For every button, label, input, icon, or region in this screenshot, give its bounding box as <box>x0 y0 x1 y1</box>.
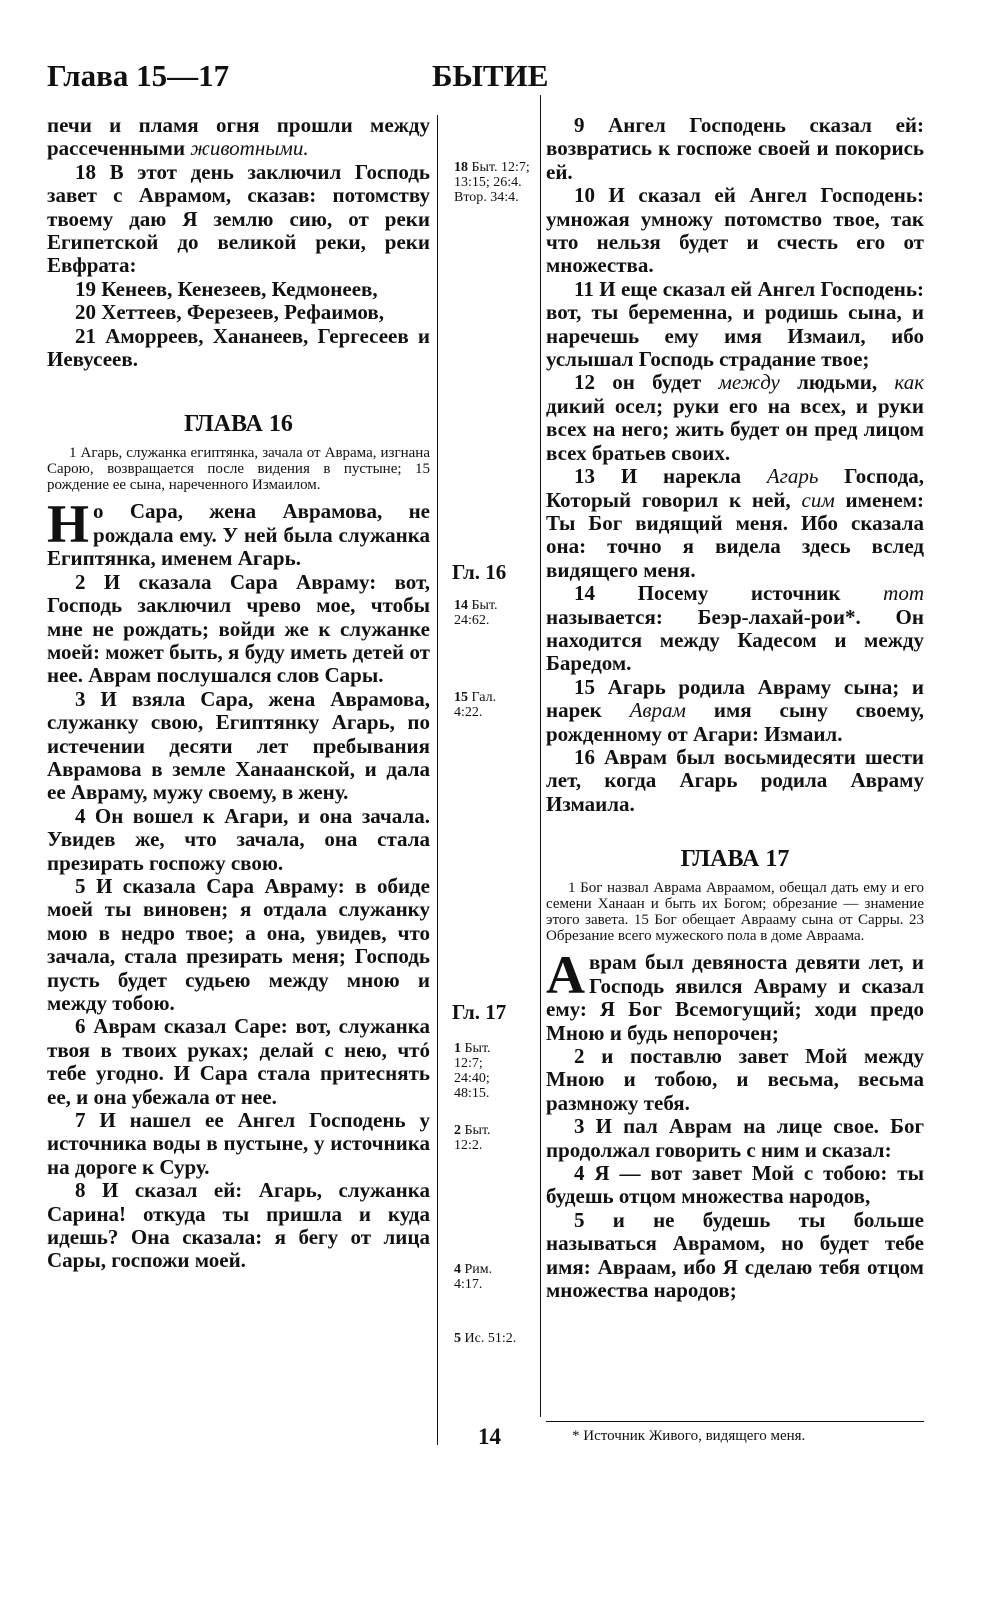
drop-cap: А <box>546 945 585 1006</box>
verse-20: 20 Хеттеев, Ферезеев, Рефаимов, <box>75 300 384 325</box>
footnote-rule <box>546 1421 924 1422</box>
verse-8: 8 И сказал ей: Агарь, служанка Сарина! откуда ты пришла и куда идешь? Она сказала: я бегу от лица Сары, госпожи моей. <box>47 1178 430 1273</box>
verse-2-ch17: 2 и поставлю завет Мой между Мною и тобою, и весьма, весьма размножу тебя. <box>546 1044 924 1115</box>
right-text-column <box>546 114 924 1303</box>
verse-5-ch17: 5 и не будешь ты больше называться Аврамом, но будет тебе имя: Авраам, ибо Я сделаю тебя отцом множества народов; <box>546 1207 924 1303</box>
verse-16: 16 Аврам был восьмидесяти шести лет, когда Агарь родила Авраму Измаила. <box>546 744 924 816</box>
ref-ch16 <box>452 560 532 584</box>
verse-13: 13 И нарекла Агарь Господа, Который говорил к ней, сим именем: Ты Бог видящий меня. Ибо сказала она: точно я видела здесь вслед видящего меня. <box>546 464 924 582</box>
verse-3-ch17: 3 И пал Аврам на лице свое. Бог продолжал говорить с ним и сказал: <box>546 1114 924 1162</box>
verse-4: 4 Он вошел к Агари, и она зачала. Увидев же, что зачала, она стала презирать госпожу свою. <box>47 803 430 875</box>
ref-ch17 <box>452 1000 532 1024</box>
chapter-16-summary: 1 Агарь, служанка египтянка, зачала от Аврама, изгнана Сарою, возвращается после видения в пустыне; 15 рождение ее сына, нареченного Измаилом. <box>47 444 430 494</box>
chapter-17-heading: ГЛАВА 17 <box>680 846 790 873</box>
verse-2: 2 И сказала Сара Авраму: вот, Господь заключил чрево мое, чтобы мне не рождать; войди же к служанке моей: может быть, я буду иметь детей от нее. Аврам послушался слов Сары. <box>47 569 430 688</box>
verse-1-ch16: Но Сара, жена Аврамова, не рождала ему. У ней была служанка Египтянка, именем Агарь. <box>47 494 430 571</box>
page-number: 14 <box>478 1424 501 1449</box>
left-text-column <box>47 114 430 1273</box>
ref-4: 4 Рим. 4:17. <box>454 1262 493 1292</box>
ref-5: 5 Ис. 51:2. <box>454 1331 517 1346</box>
verse-7: 7 И нашел ее Ангел Господень у источника воды в пустыне, у источника на дороге к Суру. <box>47 1108 430 1179</box>
chapter-16-heading: ГЛАВА 16 <box>184 411 293 438</box>
ref-15: 15 Гал. 4:22. <box>454 690 497 720</box>
margin-chapter-17: Гл. 17 <box>452 1000 507 1024</box>
verse-3: 3 И взяла Сара, жена Аврамова, служанку свою, Египтянку Агарь, по истечении десяти лет пребывания Аврамова в земле Ханаанской, и дала ее Авраму, мужу своему, в жену. <box>47 686 430 805</box>
verse-1-ch17: Аврам был девяноста девяти лет, и Господь явился Авраму и сказал ему: Я Бог Всемогущий; ходи предо Мною и будь непорочен; <box>546 945 924 1045</box>
ref-1: 1 Быт. 12:7; 24:40; 48:15. <box>454 1041 491 1101</box>
verse-11: 11 И еще сказал ей Ангел Господень: вот, ты беременна, и родишь сына, и наречешь ему имя Измаил, ибо услышал Господь страдание твое; <box>546 276 924 372</box>
verse-10: 10 И сказал ей Ангел Господень: умножая умножу потомство твое, так что нельзя будет и счесть его от множества. <box>546 183 924 278</box>
verse-19: 19 Кенеев, Кенезеев, Кедмонеев, <box>75 276 378 301</box>
column-rule-left <box>437 115 438 1445</box>
drop-cap: Н <box>47 494 90 555</box>
italic-word: животными. <box>190 136 309 161</box>
verse-21: 21 Аморреев, Хананеев, Гергесеев и Иевусеев. <box>47 323 430 372</box>
verse-12: 12 он будет между людьми, как дикий осел; руки его на всех, и руки всех на него; жить будет он пред лицом всех братьев своих. <box>546 370 925 465</box>
verse-9: 9 Ангел Господень сказал ей: возвратись к госпоже своей и покорись ей. <box>546 113 924 184</box>
margin-chapter-16: Гл. 16 <box>452 560 507 584</box>
footnote: * Источник Живого, видящего меня. <box>572 1428 806 1444</box>
ref-18: 18 Быт. 12:7; 13:15; 26:4. Втор. 34:4. <box>454 160 530 205</box>
verse-14: 14 Посему источник тот называется: Беэр-лахай-рои*. Он находится между Кадесом и между Баредом. <box>546 581 924 676</box>
verse-15: 15 Агарь родила Авраму сына; и нарек Аврам имя сыну своему, рожденному от Агари: Измаил. <box>546 674 924 746</box>
ref-2: 2 Быт. 12:2. <box>454 1123 491 1153</box>
verse-18: 18 В этот день заключил Господь завет с Аврамом, сказав: потомству твоему даю Я землю сию, от реки Египетской до великой реки, реки Евфрата: <box>47 159 430 278</box>
verse-5: 5 И сказала Сара Авраму: в обиде моей ты виновен; я отдала служанку мою в недро твое; а она, увидев, что зачала, стала презирать меня; Господь пусть будет судьею между мною и между тобою. <box>47 873 430 1016</box>
chapter-17-summary: 1 Бог назвал Аврама Авраамом, обещал дать ему и его семени Ханаан и быть их Богом; обрезание — знамение этого завета. 15 Бог обещает Аврааму сына от Сарры. 23 Обрезание всего мужеского пола в доме Авраама. <box>546 879 924 945</box>
verse-6: 6 Аврам сказал Саре: вот, служанка твоя в твоих руках; делай с нею, чтó тебе угодно. И Сара стала притеснять ее, и она убежала от нее. <box>47 1014 430 1109</box>
verse-continuation: печи и пламя огня прошли между рассеченными животными. <box>47 113 430 161</box>
verse-4-ch17: 4 Я — вот завет Мой с тобою: ты будешь отцом множества народов, <box>546 1161 924 1209</box>
running-head-book-title: БЫТИЕ <box>432 58 549 93</box>
column-rule-right <box>540 95 541 1417</box>
running-head-chapters: Глава 15—17 <box>47 58 230 93</box>
ref-14: 14 Быт. 24:62. <box>454 598 498 628</box>
